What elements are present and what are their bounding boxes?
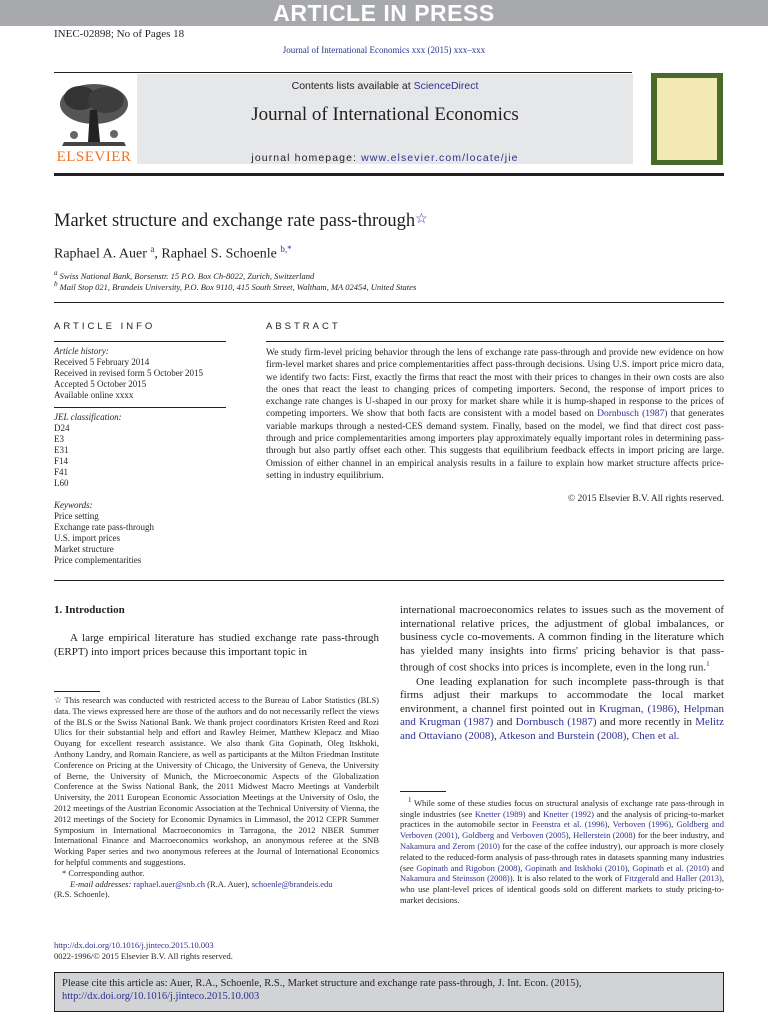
ref-hellerstein[interactable]: Hellerstein (2008)	[573, 830, 636, 841]
keyword: Market structure	[54, 544, 114, 554]
article-in-press-banner	[0, 0, 768, 26]
email-label: E-mail addresses:	[70, 878, 132, 889]
journal-citation-line[interactable]: Journal of International Economics xxx (2015) xxx–xxx	[282, 45, 486, 55]
jel-code: E31	[54, 445, 69, 455]
doi-block	[54, 940, 233, 962]
intro-paragraph-2	[400, 676, 724, 744]
fn1-text: ). It is also related to the work of	[509, 873, 625, 884]
abstract-heading: ABSTRACT	[266, 321, 341, 332]
fn1-text: ,	[457, 830, 463, 841]
fn1-text: and the analysis of pricing-to-market practices in the automobile sector in	[400, 808, 725, 830]
footnote-star	[54, 695, 379, 868]
footnote-1	[400, 795, 724, 906]
article-title	[54, 211, 428, 232]
jel-code: E3	[54, 434, 64, 444]
fn1-text: ,	[607, 819, 613, 830]
email-schoenle-name: (R.S. Schoenle).	[54, 889, 110, 900]
intro-paragraph-1-cont	[400, 604, 724, 676]
jel-code: L60	[54, 478, 69, 488]
intro-p2-text: and more recently in	[596, 716, 696, 729]
article-info-rule	[54, 341, 226, 342]
affiliation-b	[54, 280, 416, 292]
ref-melitz-ottaviano[interactable]: Melitz and Ottaviano (2008)	[400, 716, 724, 742]
author-separator: ,	[154, 246, 162, 262]
fn-corr-text: Corresponding author.	[68, 867, 145, 878]
email-schoenle[interactable]: schoenle@brandeis.edu	[251, 878, 333, 889]
fn1-text: ,	[520, 862, 526, 873]
masthead-bottom-rule	[54, 173, 724, 176]
keywords	[54, 500, 226, 566]
banner-text: ARTICLE IN PRESS	[273, 0, 495, 26]
ref-feenstra[interactable]: Feenstra et al. (1996)	[531, 819, 608, 830]
intro-p2-text: and	[493, 716, 516, 729]
abstract-part: that generates variable markups through a nested-CES demand system. Finally, based on the model, we find that direct cost pass-through and price complementarities among importers play approximately equally important roles in determining pass-through but also partly offset each other. This suggests that equilibrium feedback effects in import pricing are large. Omission of either channel in an empirical analysis results in a failure to explain how market structure affects price-setting in industry equilibrium.	[266, 409, 725, 481]
article-title-text: Market structure and exchange rate pass-through	[54, 211, 416, 231]
fn-star-mark: ☆	[54, 695, 63, 705]
intro-p2-text: ,	[494, 730, 499, 742]
issn-line: 0022-1996/© 2015 Elsevier B.V. All rights reserved.	[54, 951, 233, 961]
author-schoenle-aff[interactable]: b,*	[280, 244, 292, 254]
intro-p2-text: ,	[676, 702, 684, 715]
keywords-label: Keywords:	[54, 500, 93, 510]
manuscript-id: INEC-02898; No of Pages 18	[54, 28, 185, 40]
ref-chen[interactable]: Chen et al.	[631, 730, 680, 742]
history-revised: Received in revised form 5 October 2015	[54, 368, 203, 378]
ref-goldberg-verboven-2005[interactable]: Goldberg and Verboven (2005)	[462, 830, 569, 841]
author-auer-aff[interactable]: a	[150, 244, 155, 254]
ref-nakamura-zerom[interactable]: Nakamura and Zerom (2010)	[400, 841, 500, 852]
email-auer[interactable]: raphael.auer@snb.ch	[133, 878, 205, 889]
header-separator	[54, 302, 724, 303]
intro-p2-text: ,	[626, 730, 632, 742]
ref-dornbusch[interactable]: Dornbusch (1987)	[515, 716, 597, 729]
ref-atkeson-burstein[interactable]: Atkeson and Burstein (2008)	[499, 730, 627, 742]
footnotes-left	[54, 695, 379, 900]
elsevier-wordmark: ELSEVIER	[56, 149, 132, 165]
keyword: Exchange rate pass-through	[54, 522, 154, 532]
fn1-text: and	[525, 808, 544, 819]
jel-classification	[54, 412, 226, 489]
masthead-top-rule	[54, 72, 632, 73]
fn-corr-mark: *	[62, 867, 67, 878]
intro-p1-text: international macroeconomics relates to issues such as the movement of international relative prices, the adjustment of global imbalances, or business cycle co-movements. A common finding in the literature which has yielded many insights into firms' pricing behavior is that pass-through of cost shocks into prices is incomplete, even in the long run.	[400, 604, 724, 675]
footnote-1-text	[400, 795, 724, 906]
keyword: Price complementarities	[54, 555, 142, 565]
fn1-text: While some of these studies focus on structural analysis of exchange rate pass-through in single industries (see	[400, 797, 724, 819]
footnote-1-ref[interactable]: 1	[706, 660, 710, 669]
footnote-emails	[54, 879, 379, 890]
fn-star-text: This research was conducted with restricted access to the Bureau of Labor Statistics (BLS) data. The views expressed here are those of the authors and do not necessarily reflect the views of the BLS or the Swiss National Bank. We thank project coordinators Kristen Reed and Rozi Ulics for their substantial help and effort and Rawley Heimer, Matthew Klepacz and Miao Ouyang for excellent research assistance. We also thank Gita Gopinath, Oleg Itskhoki, Anthony Landry, and Romain Ranciere, as well as participants at the Milton Friedman Institute Conference on Pricing at the University of Chicago, the University of Geneva, the University of Berne, the University of Munich, the Microeconomic Aspects of the Globalization Conference at the Swiss National Bank, the 2011 Midwest Macro Meetings at Vanderbilt University, the 2011 European Economic Association Meetings at the University of Oslo, the 2012 meetings of the Austrian Economic Association at the Technical University of Vienna, the 2012 meetings of the Society for Economic Dynamics in Limmasol, the 2012 CEPR Summer Symposium in International Macroeconomics in Tarragona, the 2012 NBER Summer International Finance and Macroeconomics workshop, an anonymous referee at the SNB Working Paper series and two anonymous referees at the Journal of International Economics for helpful comments and suggestions.	[54, 695, 380, 867]
fn1-mark: 1	[408, 796, 412, 804]
ref-gopinath-2010[interactable]: Gopinath et al. (2010)	[632, 862, 710, 873]
ref-fitzgerald-haller[interactable]: Fitzgerald and Haller (2013)	[624, 873, 722, 884]
intro-p2-text: One leading explanation for such incomplete pass-through is that firms adjust their markups to accommodate the local market environment, a channel first pointed out in	[400, 675, 724, 715]
author-auer: Raphael A. Auer	[54, 246, 147, 262]
fn1-text: for the beer industry, and	[635, 830, 725, 841]
abstract-text	[266, 347, 724, 482]
aff-a-mark: a	[54, 269, 58, 277]
contents-line	[137, 80, 633, 92]
section-heading: 1. Introduction	[54, 604, 125, 616]
footnote-rule-right	[400, 791, 446, 792]
footnote-corresponding	[54, 868, 379, 879]
jel-label: JEL classification:	[54, 412, 122, 422]
keyword: U.S. import prices	[54, 533, 120, 543]
history-online: Available online xxxx	[54, 390, 134, 400]
aff-b-mark: b	[54, 280, 58, 288]
title-footnote-star[interactable]: ☆	[415, 212, 428, 227]
article-info-heading: ARTICLE INFO	[54, 321, 156, 332]
ref-knetter-1992[interactable]: Knetter (1992)	[543, 808, 594, 819]
abstract-rule	[266, 341, 724, 342]
ref-nakamura-steinsson[interactable]: Nakamura and Steinsson (2008)	[400, 873, 510, 884]
fn1-text: ,	[627, 862, 633, 873]
aff-a-text: Swiss National Bank, Borsenstr. 15 P.O. Box Ch-8022, Zurich, Switzerland	[59, 270, 315, 281]
jel-code: F14	[54, 456, 69, 466]
cite-doi-link[interactable]: http://dx.doi.org/10.1016/j.jinteco.2015.10.003	[62, 991, 260, 1002]
fn1-text: ,	[671, 819, 677, 830]
author-list	[54, 244, 292, 263]
journal-cover-page	[657, 78, 717, 160]
keyword: Price setting	[54, 511, 99, 521]
fn1-text: and	[709, 862, 725, 873]
history-label: Article history:	[54, 346, 109, 356]
article-history	[54, 346, 226, 401]
footnote-rule-left	[54, 691, 100, 692]
cite-prefix: Please cite this article as: Auer, R.A., Schoenle, R.S., Market structure and exchange rate pass-through, J. Int. Econ. (2015),	[62, 978, 582, 989]
ref-knetter-1989[interactable]: Knetter (1989)	[474, 808, 526, 819]
ref-gopinath-rigobon[interactable]: Gopinath and Rigobon (2008)	[416, 862, 521, 873]
fn1-text: for the case of the coffee industry), our approach is more closely related to the reduced-form analysis of pass-through rates in datasets spanning many industries (see	[400, 841, 724, 873]
ref-goldberg-verboven-2001[interactable]: Goldberg and Verboven (2001)	[400, 819, 724, 841]
abstract-separator	[54, 580, 724, 581]
ref-gopinath-itskhoki[interactable]: Gopinath and Itskhoki (2010)	[525, 862, 628, 873]
abstract-ref-dornbusch[interactable]: Dornbusch (1987)	[597, 409, 668, 420]
contents-prefix: Contents lists available at	[291, 80, 414, 92]
intro-column-right	[400, 604, 724, 744]
aff-b-text: Mail Stop 021, Brandeis University, P.O. Box 9110, 415 South Street, Waltham, MA 02454, United States	[59, 281, 417, 292]
copyright: © 2015 Elsevier B.V. All rights reserved.	[567, 494, 724, 504]
ref-verboven-1996[interactable]: Verboven (1996)	[612, 819, 672, 830]
homepage-prefix: journal homepage:	[251, 152, 362, 164]
journal-title: Journal of International Economics	[251, 104, 519, 125]
jel-code: F41	[54, 467, 69, 477]
journal-homepage	[137, 152, 633, 164]
history-received: Received 5 February 2014	[54, 357, 150, 367]
cite-text	[62, 977, 718, 1003]
fn1-text: ,	[568, 830, 574, 841]
ref-krugman-1986[interactable]: Krugman, (1986)	[599, 702, 677, 715]
jel-rule	[54, 407, 226, 408]
author-schoenle: Raphael S. Schoenle	[161, 246, 277, 262]
ref-helpman-krugman[interactable]: Helpman and Krugman (1987)	[400, 702, 724, 729]
intro-paragraph-left: A large empirical literature has studied exchange rate pass-through (ERPT) into import prices because this important topic in	[54, 632, 379, 658]
sciencedirect-link[interactable]: ScienceDirect	[413, 80, 479, 92]
homepage-link[interactable]: www.elsevier.com/locate/jie	[361, 152, 519, 164]
doi-link[interactable]: http://dx.doi.org/10.1016/j.jinteco.2015.10.003	[54, 940, 214, 950]
fn1-text: , who use plant-level prices of identical goods sold on different markets to study pricing-to-market decisions.	[400, 873, 724, 905]
abstract-part: We study firm-level pricing behavior through the lens of exchange rate pass-through and provide new evidence on how firm-level market shares and price complementarities affect pass-through decisions. Using U.S. import price micro data, we identify two facts: First, exactly the firms that react the most with their prices to changes in their own costs are also the ones that react the least to changing prices of competing importers. Second, the response of import prices to exchange rate changes is U-shaped in our proxy for market share while it is hump-shaped in response to the prices of competing importers. We show that both facts are consistent with a model based on	[266, 348, 724, 420]
jel-code: D24	[54, 423, 70, 433]
email-auer-name: (R.A. Auer),	[204, 878, 252, 889]
history-accepted: Accepted 5 October 2015	[54, 379, 147, 389]
